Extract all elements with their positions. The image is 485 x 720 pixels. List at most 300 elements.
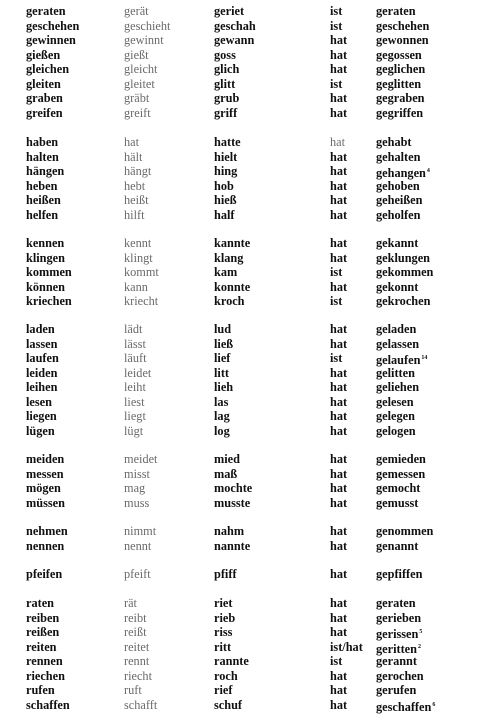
participle xyxy=(376,596,416,611)
present-3sg xyxy=(124,77,155,92)
infinitive xyxy=(26,150,59,165)
auxiliary-text: hat xyxy=(330,91,348,105)
verb-row xyxy=(0,91,485,106)
present-3sg xyxy=(124,481,145,496)
auxiliary-text: hat xyxy=(330,279,348,294)
preterite xyxy=(214,380,233,395)
infinitive-text: leiden xyxy=(26,365,58,380)
verb-row xyxy=(0,236,485,251)
verb-row xyxy=(0,654,485,669)
infinitive-text: gewinnen xyxy=(26,33,76,47)
preterite-text: rannte xyxy=(214,654,249,668)
verb-row xyxy=(0,524,485,539)
infinitive-text: kriechen xyxy=(26,294,72,308)
preterite xyxy=(214,179,234,194)
verb-row xyxy=(0,539,485,554)
infinitive xyxy=(26,33,76,48)
participle xyxy=(376,567,422,582)
participle xyxy=(376,33,429,48)
participle-text: geraten xyxy=(376,4,416,18)
present-3sg-text: liest xyxy=(124,394,145,409)
present-3sg xyxy=(124,337,146,352)
present-3sg-text: reibt xyxy=(124,610,147,625)
auxiliary-text: hat xyxy=(330,538,348,553)
participle xyxy=(376,481,420,496)
auxiliary-text: ist xyxy=(330,4,343,18)
present-3sg xyxy=(124,62,157,77)
infinitive-text: gießen xyxy=(26,47,61,62)
preterite-text: musste xyxy=(214,495,251,510)
present-3sg-text: gleicht xyxy=(124,62,158,76)
infinitive-text: nennen xyxy=(26,538,65,553)
preterite-text: litt xyxy=(214,365,230,380)
present-3sg-text: ruft xyxy=(124,683,142,697)
participle xyxy=(376,135,412,150)
participle xyxy=(376,698,435,715)
preterite xyxy=(214,567,237,582)
infinitive xyxy=(26,481,61,496)
present-3sg xyxy=(124,409,146,424)
participle xyxy=(376,150,420,165)
preterite xyxy=(214,683,232,698)
infinitive xyxy=(26,208,58,223)
preterite-text: grub xyxy=(214,91,240,105)
present-3sg xyxy=(124,669,152,684)
auxiliary xyxy=(330,380,347,395)
infinitive xyxy=(26,351,59,366)
infinitive-text: helfen xyxy=(26,207,59,222)
auxiliary xyxy=(330,625,347,640)
present-3sg-text: nennt xyxy=(124,538,152,553)
preterite xyxy=(214,395,228,410)
present-3sg xyxy=(124,683,142,698)
preterite-text: glich xyxy=(214,62,240,76)
auxiliary xyxy=(330,669,347,684)
preterite-text: konnte xyxy=(214,279,251,294)
present-3sg xyxy=(124,91,149,106)
auxiliary xyxy=(330,193,347,208)
present-3sg xyxy=(124,698,157,713)
participle xyxy=(376,280,418,295)
participle-text: gepfiffen xyxy=(376,567,423,581)
auxiliary-text: hat xyxy=(330,149,348,164)
participle-text: gelogen xyxy=(376,423,416,438)
present-3sg-text: mag xyxy=(124,481,146,495)
verb-row xyxy=(0,640,485,655)
participle xyxy=(376,91,425,106)
participle-text: genannt xyxy=(376,538,419,553)
infinitive-text: heißen xyxy=(26,193,61,207)
auxiliary-text: hat xyxy=(330,481,348,495)
infinitive-text: haben xyxy=(26,135,59,149)
present-3sg xyxy=(124,150,142,165)
present-3sg xyxy=(124,322,142,337)
auxiliary-text: hat xyxy=(330,250,348,265)
auxiliary xyxy=(330,424,347,439)
preterite xyxy=(214,280,250,295)
participle xyxy=(376,48,422,63)
verb-row xyxy=(0,669,485,684)
preterite-text: lieh xyxy=(214,380,234,394)
present-3sg xyxy=(124,424,143,439)
participle xyxy=(376,424,416,439)
present-3sg xyxy=(124,135,139,150)
present-3sg xyxy=(124,467,150,482)
participle-text: gekannt xyxy=(376,236,419,250)
verb-row xyxy=(0,33,485,48)
present-3sg xyxy=(124,452,157,467)
auxiliary xyxy=(330,150,347,165)
infinitive xyxy=(26,4,66,19)
preterite xyxy=(214,496,250,511)
present-3sg-text: rennt xyxy=(124,654,150,668)
infinitive xyxy=(26,265,72,280)
preterite xyxy=(214,539,250,554)
auxiliary xyxy=(330,611,347,626)
auxiliary-text: hat xyxy=(330,365,348,380)
verb-group-k xyxy=(0,236,485,309)
auxiliary xyxy=(330,19,342,34)
auxiliary-text: ist xyxy=(330,265,343,279)
preterite xyxy=(214,62,239,77)
auxiliary-text: hat xyxy=(330,62,348,76)
infinitive-text: lügen xyxy=(26,423,55,438)
preterite-text: las xyxy=(214,394,229,409)
infinitive-text: riechen xyxy=(26,668,65,683)
present-3sg-text: riecht xyxy=(124,668,152,683)
auxiliary xyxy=(330,135,345,150)
infinitive-text: klingen xyxy=(26,250,65,265)
infinitive xyxy=(26,467,64,482)
preterite-text: riet xyxy=(214,596,233,610)
preterite-text: log xyxy=(214,423,230,438)
preterite xyxy=(214,236,250,251)
infinitive xyxy=(26,683,55,698)
infinitive xyxy=(26,424,55,439)
infinitive-text: nehmen xyxy=(26,524,68,538)
present-3sg xyxy=(124,19,170,34)
infinitive xyxy=(26,62,69,77)
participle-text: geritten xyxy=(376,641,417,656)
auxiliary xyxy=(330,91,347,106)
preterite xyxy=(214,208,235,223)
participle xyxy=(376,611,421,626)
auxiliary-text: ist xyxy=(330,18,343,33)
preterite-text: hob xyxy=(214,178,234,193)
present-3sg xyxy=(124,351,147,366)
footnote-marker: 4 xyxy=(426,168,430,174)
verb-row xyxy=(0,193,485,208)
present-3sg xyxy=(124,611,147,626)
preterite-text: roch xyxy=(214,668,238,683)
infinitive xyxy=(26,409,57,424)
auxiliary-text: hat xyxy=(330,178,348,193)
auxiliary-text: ist/hat xyxy=(330,639,363,654)
verb-group-l xyxy=(0,322,485,438)
preterite xyxy=(214,524,244,539)
infinitive-text: greifen xyxy=(26,105,63,120)
auxiliary xyxy=(330,106,347,121)
infinitive xyxy=(26,236,64,251)
participle xyxy=(376,322,416,337)
participle xyxy=(376,669,424,684)
auxiliary-text: hat xyxy=(330,524,348,538)
preterite-text: ließ xyxy=(214,336,234,351)
verb-row xyxy=(0,698,485,713)
verb-row xyxy=(0,251,485,266)
infinitive-text: mögen xyxy=(26,481,61,495)
auxiliary xyxy=(330,77,342,92)
preterite-text: mochte xyxy=(214,481,253,495)
preterite-text: hielt xyxy=(214,149,238,164)
preterite xyxy=(214,481,252,496)
verb-row xyxy=(0,48,485,63)
auxiliary-text: hat xyxy=(330,236,348,250)
infinitive xyxy=(26,524,68,539)
verb-row xyxy=(0,280,485,295)
preterite xyxy=(214,164,237,179)
participle-text: gegossen xyxy=(376,47,422,62)
auxiliary xyxy=(330,4,342,19)
infinitive xyxy=(26,496,65,511)
present-3sg-text: kann xyxy=(124,279,148,294)
present-3sg xyxy=(124,380,146,395)
auxiliary xyxy=(330,539,347,554)
present-3sg xyxy=(124,193,149,208)
infinitive xyxy=(26,567,62,582)
auxiliary xyxy=(330,654,342,669)
auxiliary xyxy=(330,164,347,179)
participle-text: gekrochen xyxy=(376,294,431,308)
present-3sg xyxy=(124,236,151,251)
preterite-text: hieß xyxy=(214,193,237,207)
present-3sg-text: hilft xyxy=(124,207,145,222)
verb-group-n xyxy=(0,524,485,553)
present-3sg-text: kennt xyxy=(124,236,152,250)
footnote-marker: 14 xyxy=(421,355,428,361)
auxiliary xyxy=(330,236,347,251)
infinitive xyxy=(26,77,61,92)
present-3sg xyxy=(124,106,151,121)
participle xyxy=(376,409,415,424)
auxiliary-text: hat xyxy=(330,683,348,697)
infinitive xyxy=(26,452,64,467)
participle xyxy=(376,294,430,309)
present-3sg-text: pfeift xyxy=(124,567,151,581)
verb-row xyxy=(0,164,485,179)
infinitive-text: raten xyxy=(26,596,54,610)
participle-text: gemocht xyxy=(376,481,421,495)
infinitive-text: reiben xyxy=(26,610,60,625)
participle-text: gelaufen xyxy=(376,353,421,367)
preterite xyxy=(214,77,235,92)
infinitive-text: kommen xyxy=(26,265,72,279)
present-3sg-text: reitet xyxy=(124,639,150,654)
verb-group-p xyxy=(0,567,485,582)
present-3sg xyxy=(124,208,145,223)
auxiliary-text: hat xyxy=(330,322,348,336)
auxiliary xyxy=(330,280,347,295)
participle xyxy=(376,251,430,266)
auxiliary xyxy=(330,395,347,410)
auxiliary xyxy=(330,366,347,381)
participle xyxy=(376,265,433,280)
auxiliary xyxy=(330,265,342,280)
preterite xyxy=(214,698,242,713)
auxiliary xyxy=(330,640,363,655)
auxiliary-text: hat xyxy=(330,394,348,409)
present-3sg-text: klingt xyxy=(124,250,153,265)
preterite-text: half xyxy=(214,207,235,222)
preterite xyxy=(214,424,230,439)
participle-text: gewonnen xyxy=(376,33,429,47)
preterite xyxy=(214,625,232,640)
participle-text: gerieben xyxy=(376,610,422,625)
participle xyxy=(376,539,418,554)
verb-row xyxy=(0,322,485,337)
auxiliary-text: hat xyxy=(330,164,348,178)
participle-text: gemusst xyxy=(376,495,419,510)
participle-text: genommen xyxy=(376,524,434,538)
preterite xyxy=(214,48,236,63)
present-3sg xyxy=(124,265,159,280)
present-3sg-text: schafft xyxy=(124,697,158,712)
infinitive-text: geschehen xyxy=(26,18,80,33)
auxiliary xyxy=(330,322,347,337)
preterite-text: lief xyxy=(214,351,231,365)
preterite-text: schuf xyxy=(214,697,243,712)
auxiliary-text: hat xyxy=(330,336,348,351)
participle xyxy=(376,366,415,381)
present-3sg-text: hängt xyxy=(124,164,152,178)
present-3sg-text: läuft xyxy=(124,351,147,365)
present-3sg-text: gießt xyxy=(124,47,149,62)
auxiliary xyxy=(330,351,342,366)
present-3sg-text: leidet xyxy=(124,365,152,380)
present-3sg-text: geschieht xyxy=(124,18,171,33)
infinitive-text: können xyxy=(26,279,65,294)
preterite xyxy=(214,19,256,34)
preterite xyxy=(214,669,238,684)
infinitive-text: rufen xyxy=(26,683,55,697)
preterite-text: glitt xyxy=(214,76,236,91)
preterite-text: kroch xyxy=(214,294,245,308)
present-3sg xyxy=(124,524,156,539)
present-3sg xyxy=(124,33,164,48)
infinitive-text: gleiten xyxy=(26,76,61,91)
verb-row xyxy=(0,4,485,19)
participle-text: gemessen xyxy=(376,466,426,481)
present-3sg xyxy=(124,251,153,266)
infinitive-text: lassen xyxy=(26,336,58,351)
auxiliary xyxy=(330,524,347,539)
infinitive-text: reißen xyxy=(26,625,60,639)
participle-text: geheißen xyxy=(376,193,423,207)
auxiliary xyxy=(330,62,347,77)
auxiliary xyxy=(330,698,347,713)
preterite-text: hatte xyxy=(214,135,241,149)
footnote-marker: 2 xyxy=(417,643,421,650)
infinitive xyxy=(26,193,61,208)
participle xyxy=(376,452,426,467)
participle xyxy=(376,19,429,34)
auxiliary-text: ist xyxy=(330,294,343,308)
auxiliary-text: hat xyxy=(330,596,348,610)
participle xyxy=(376,179,420,194)
preterite-text: nahm xyxy=(214,524,245,538)
verb-row xyxy=(0,366,485,381)
preterite xyxy=(214,611,235,626)
infinitive xyxy=(26,698,70,713)
infinitive-text: reiten xyxy=(26,639,57,654)
verb-row xyxy=(0,380,485,395)
auxiliary-text: hat xyxy=(330,207,348,222)
infinitive xyxy=(26,366,57,381)
auxiliary-text: hat xyxy=(330,625,348,639)
verb-row xyxy=(0,265,485,280)
participle-text: gehangen xyxy=(376,166,426,180)
infinitive xyxy=(26,91,63,106)
auxiliary-text: hat xyxy=(330,33,348,47)
infinitive-text: heben xyxy=(26,178,58,193)
verb-row xyxy=(0,481,485,496)
auxiliary-text: hat xyxy=(330,466,348,481)
preterite-text: hing xyxy=(214,164,238,178)
verb-row xyxy=(0,567,485,582)
present-3sg-text: nimmt xyxy=(124,524,157,538)
preterite xyxy=(214,294,245,309)
preterite-text: rieb xyxy=(214,610,236,625)
preterite-text: pfiff xyxy=(214,567,237,581)
infinitive xyxy=(26,640,57,655)
auxiliary-text: ist xyxy=(330,76,343,91)
participle-text: geglitten xyxy=(376,76,422,91)
auxiliary xyxy=(330,33,347,48)
present-3sg-text: hat xyxy=(124,135,140,149)
preterite-text: mied xyxy=(214,452,240,466)
preterite xyxy=(214,654,249,669)
present-3sg-text: reißt xyxy=(124,625,147,639)
auxiliary-text: hat xyxy=(330,668,348,683)
preterite-text: kam xyxy=(214,265,238,279)
verb-row xyxy=(0,611,485,626)
present-3sg xyxy=(124,179,145,194)
present-3sg xyxy=(124,596,137,611)
participle xyxy=(376,496,418,511)
auxiliary-text: hat xyxy=(330,409,348,423)
auxiliary-text: hat xyxy=(330,105,348,120)
preterite xyxy=(214,322,231,337)
infinitive xyxy=(26,322,55,337)
participle-text: gerufen xyxy=(376,683,417,697)
present-3sg xyxy=(124,366,151,381)
present-3sg-text: hebt xyxy=(124,178,146,193)
participle-text: geliehen xyxy=(376,380,420,394)
participle xyxy=(376,193,422,208)
verb-row xyxy=(0,467,485,482)
preterite xyxy=(214,351,230,366)
infinitive-text: graben xyxy=(26,91,63,105)
participle xyxy=(376,208,420,223)
preterite-text: maß xyxy=(214,466,238,481)
preterite xyxy=(214,409,230,424)
present-3sg-text: lässt xyxy=(124,336,146,351)
preterite xyxy=(214,150,237,165)
verb-row xyxy=(0,625,485,640)
preterite xyxy=(214,4,244,19)
infinitive xyxy=(26,251,65,266)
participle-text: geschaffen xyxy=(376,699,432,714)
